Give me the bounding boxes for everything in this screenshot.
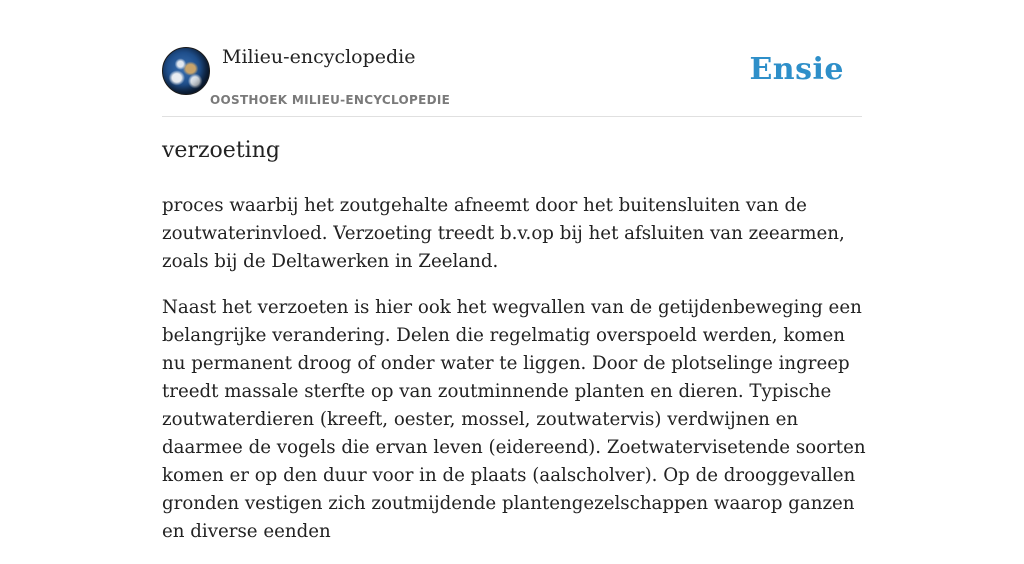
entry-paragraph: Naast het verzoeten is hier ook het wegvallen van de getijdenbeweging een belangrijke verandering. Delen die regelmatig overspoeld werden, komen nu permanent droog of onder water te liggen. Door de plotselinge ingreep treedt massale sterfte op van zoutminnende planten en dieren. Typische zoutwaterdieren (kreeft, oester, mossel, zoutwatervis) verdwijnen en daarmee de vogels die ervan leven (eidereend). Zoetwatervisetende soorten komen er op den duur voor in de plaats (aalscholver). Op de drooggevallen gronden vestigen zich zoutmijdende plantengezelschappen waarop ganzen en diverse eenden — [162, 297, 866, 542]
earth-globe-icon[interactable] — [162, 47, 210, 95]
ensie-logo-link[interactable]: Ensie — [749, 52, 844, 87]
site-header — [162, 40, 862, 117]
entry-headword: verzoeting — [162, 138, 280, 163]
entry-content — [162, 192, 866, 564]
site-title[interactable]: Milieu-encyclopedie — [222, 46, 416, 68]
entry-paragraph: proces waarbij het zoutgehalte afneemt door het buitensluiten van de zoutwaterinvloed. Verzoeting treedt b.v.op bij het afsluiten van zeearmen, zoals bij de Deltawerken in Zeeland. — [162, 195, 845, 272]
site-subtitle: OOSTHOEK MILIEU-ENCYCLOPEDIE — [210, 93, 451, 107]
